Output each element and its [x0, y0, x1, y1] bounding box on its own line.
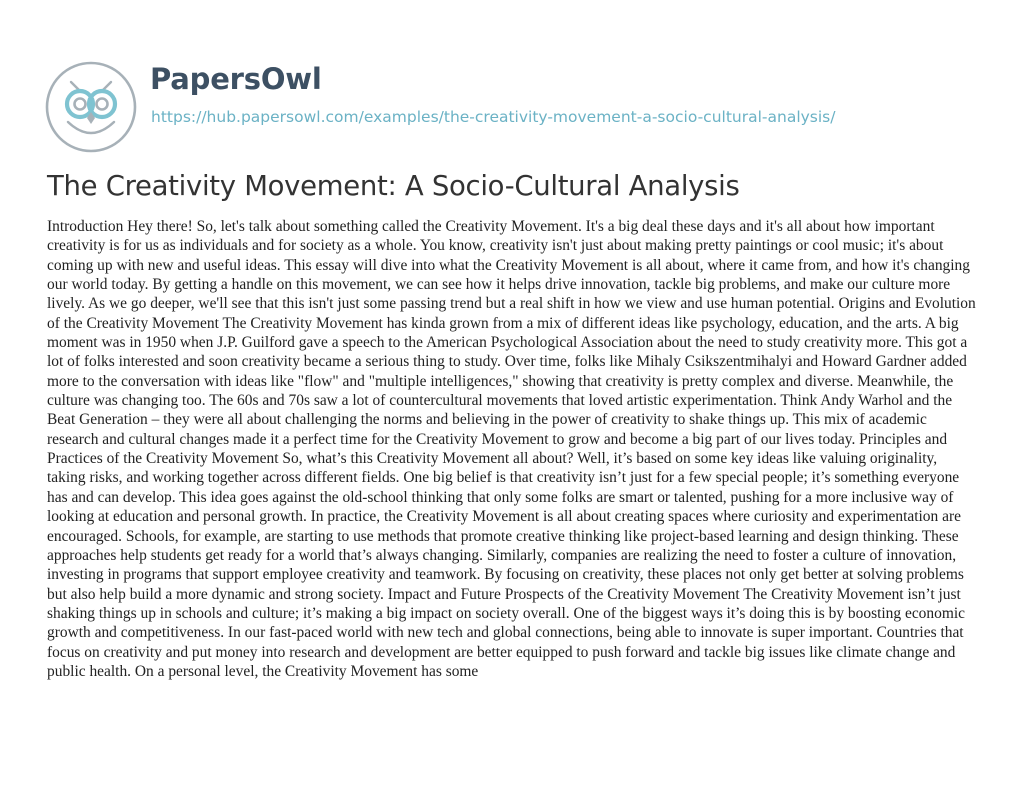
owl-logo-icon [44, 60, 138, 154]
brand-name[interactable]: PapersOwl [150, 62, 322, 96]
source-url-link[interactable]: https://hub.papersowl.com/examples/the-creativity-movement-a-socio-cultural-analysis/ [151, 108, 836, 126]
document-body-text: Introduction Hey there! So, let's talk about something called the Creativity Movement. It's a big deal these days and it's all about how important creativity is for us as individuals and for society as a whole. You know, creativity isn't just about making pretty paintings or cool music; it's about coming up with new and useful ideas. This essay will dive into what the Creativity Movement is all about, where it came from, and how it's changing our world today. By getting a handle on this movement, we can see how it helps drive innovation, tackle big problems, and make our culture more lively. As we go deeper, we'll see that this isn't just some passing trend but a real shift in how we view and use human potential. Origins and Evolution of the Creativity Movement The Creativity Movement has kinda grown from a mix of different ideas like psychology, education, and the arts. A big moment was in 1950 when J.P. Guilford gave a speech to the American Psychological Association about the need to study creativity more. This got a lot of folks interested and soon creativity became a serious thing to study. Over time, folks like Mihaly Csikszentmihalyi and Howard Gardner added more to the conversation with ideas like "flow" and "multiple intelligences," showing that creativity is pretty complex and diverse. Meanwhile, the culture was changing too. The 60s and 70s saw a lot of countercultural movements that loved artistic experimentation. Think Andy Warhol and the Beat Generation – they were all about challenging the norms and believing in the power of creativity to shake things up. This mix of academic research and cultural changes made it a perfect time for the Creativity Movement to grow and become a big part of our lives today. Principles and Practices of the Creativity Movement So, what’s this Creativity Movement all about? Well, it’s based on some key ideas like valuing originality, taking risks, and working together across different fields. One big belief is that creativity isn’t just for a few special people; it’s something everyone has and can develop. This idea goes against the old-school thinking that only some folks are smart or talented, pushing for a more inclusive way of looking at education and personal growth. In practice, the Creativity Movement is all about creating spaces where curiosity and experimentation are encouraged. Schools, for example, are starting to use methods that promote creative thinking like project-based learning and design thinking. These approaches help students get ready for a world that’s always changing. Similarly, companies are realizing the need to foster a culture of innovation, investing in programs that support employee creativity and teamwork. By focusing on creativity, these places not only get better at solving problems but also help build a more dynamic and strong society. Impact and Future Prospects of the Creativity Movement The Creativity Movement isn’t just shaking things up in schools and culture; it’s making a big impact on society overall. One of the biggest ways it’s doing this is by boosting economic growth and competitiveness. In our fast-paced world with new tech and global connections, being able to innovate is super important. Countries that focus on creativity and put money into research and development are better equipped to push forward and tackle big issues like climate change and public health. On a personal level, the Creativity Movement has some [47, 218, 976, 680]
document-title: The Creativity Movement: A Socio-Cultural Analysis [47, 170, 740, 202]
